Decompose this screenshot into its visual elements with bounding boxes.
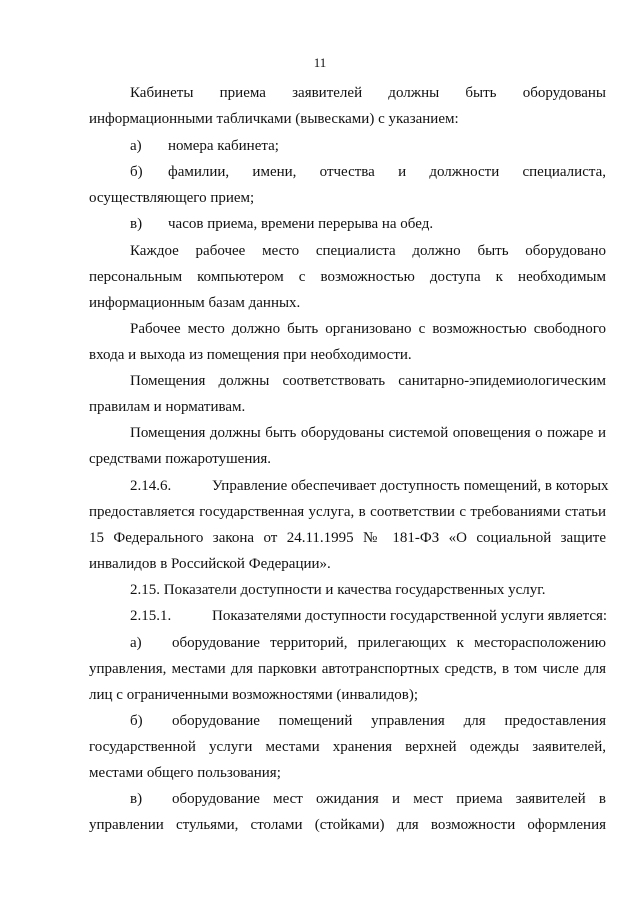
- section-number: 2.15.1.: [130, 608, 172, 624]
- list-item-text: оборудование мест ожидания и мест приема заявителей в: [172, 791, 606, 807]
- paragraph-line: информационным базам данных.: [89, 295, 301, 311]
- paragraph-line: Кабинеты приема заявителей должны быть оборудованы: [130, 85, 606, 101]
- list-label: в): [130, 216, 143, 232]
- paragraph-line: осуществляющего прием;: [89, 190, 255, 206]
- section-heading: 2.15. Показатели доступности и качества государственных услуг.: [130, 582, 546, 598]
- list-item-text: часов приема, времени перерыва на обед.: [168, 216, 434, 232]
- paragraph-line: государственной услуги местами хранения верхней одежды заявителей,: [89, 739, 606, 755]
- list-item-text: номера кабинета;: [168, 138, 279, 154]
- list-label: а): [130, 635, 142, 651]
- paragraph-line: персональным компьютером с возможностью доступа к необходимым: [89, 269, 606, 285]
- list-label: б): [130, 713, 143, 729]
- list-item-text: оборудование территорий, прилегающих к месторасположению: [172, 635, 606, 651]
- list-label: б): [130, 164, 143, 180]
- paragraph-line: управления, местами для парковки автотранспортных средств, в том числе для: [89, 661, 606, 677]
- paragraph-line: лиц с ограниченными возможностями (инвалидов);: [89, 687, 419, 703]
- list-item-text: оборудование помещений управления для предоставления: [172, 713, 606, 729]
- paragraph-line: Управление обеспечивает доступность помещений, в которых: [212, 478, 609, 494]
- paragraph-line: средствами пожаротушения.: [89, 451, 272, 467]
- paragraph-line: 15 Федерального закона от 24.11.1995 № 181-ФЗ «О социальной защите: [89, 530, 606, 546]
- paragraph-line: Помещения должны быть оборудованы системой оповещения о пожаре и: [130, 425, 606, 441]
- paragraph-line: Рабочее место должно быть организовано с возможностью свободного: [130, 321, 606, 337]
- paragraph-line: входа и выхода из помещения при необходимости.: [89, 347, 412, 363]
- paragraph-line: предоставляется государственная услуга, в соответствии с требованиями статьи: [89, 504, 606, 520]
- paragraph-line: правилам и нормативам.: [89, 399, 246, 415]
- paragraph-line: информационными табличками (вывесками) с указанием:: [89, 111, 459, 127]
- section-number: 2.14.6.: [130, 478, 172, 494]
- list-label: в): [130, 791, 143, 807]
- paragraph-line: управлении стульями, столами (стойками) для возможности оформления: [89, 817, 606, 833]
- paragraph-line: Показателями доступности государственной услуги является:: [212, 608, 608, 624]
- paragraph-line: Каждое рабочее место специалиста должно быть оборудовано: [130, 243, 606, 259]
- paragraph-line: инвалидов в Российской Федерации».: [89, 556, 331, 572]
- list-label: а): [130, 138, 142, 154]
- paragraph-line: Помещения должны соответствовать санитарно-эпидемиологическим: [130, 373, 606, 389]
- list-item-text: фамилии, имени, отчества и должности специалиста,: [168, 164, 606, 180]
- page-number: 11: [313, 55, 327, 70]
- paragraph-line: местами общего пользования;: [89, 765, 281, 781]
